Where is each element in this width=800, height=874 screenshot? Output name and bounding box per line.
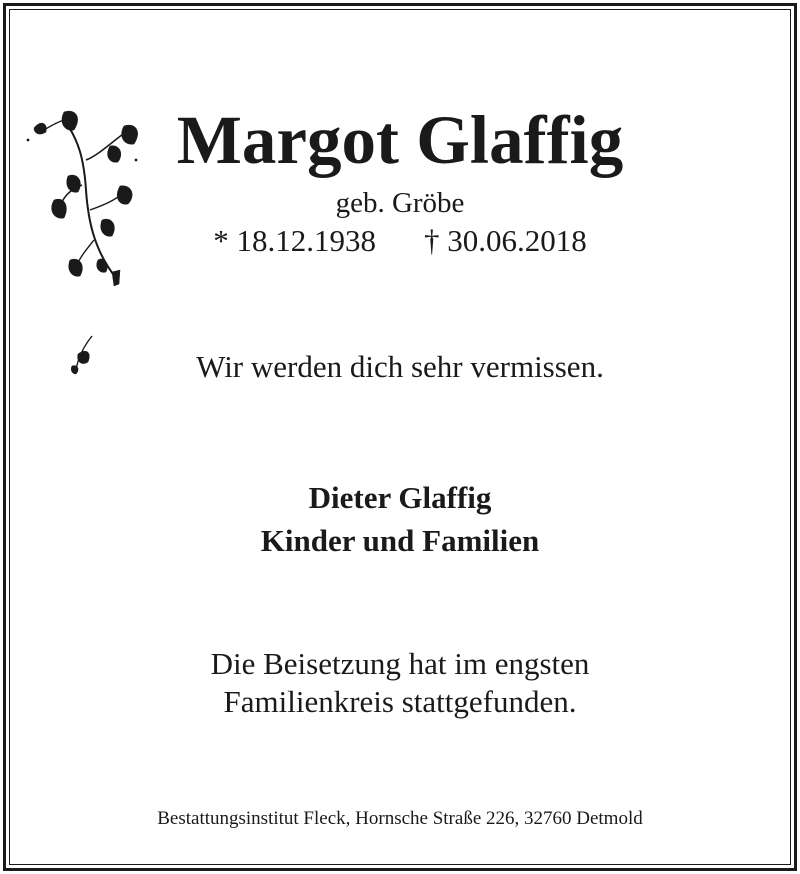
farewell-message: Wir werden dich sehr vermissen. — [196, 349, 604, 384]
deceased-name: Margot Glaffig — [176, 102, 624, 178]
birth-name: geb. Gröbe — [335, 187, 465, 219]
birth-date: * 18.12.1938 — [213, 223, 376, 258]
death-date: † 30.06.2018 — [424, 223, 587, 258]
burial-note — [0, 645, 800, 721]
life-dates — [0, 223, 800, 259]
mourner-line: Kinder und Familien — [260, 523, 540, 558]
burial-note-line: Die Beisetzung hat im engsten — [210, 646, 590, 681]
mourner-line: Dieter Glaffig — [308, 480, 492, 515]
mourners — [0, 476, 800, 562]
undertaker-address: Bestattungsinstitut Fleck, Hornsche Straße 226, 32760 Detmold — [157, 808, 643, 829]
burial-note-line: Familienkreis stattgefunden. — [223, 684, 577, 719]
